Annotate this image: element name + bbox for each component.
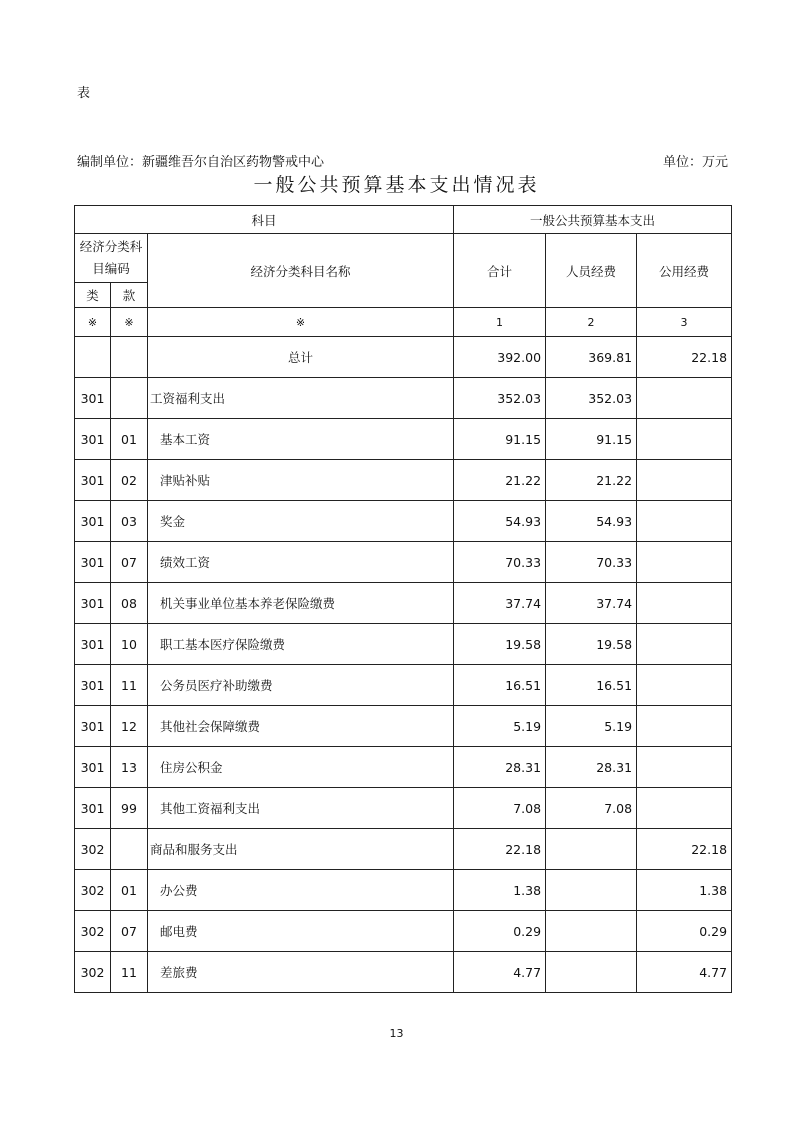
cell-lei: 301: [75, 665, 111, 706]
cell-personnel: 21.22: [546, 460, 637, 501]
cell-lei: 302: [75, 952, 111, 993]
header-subject: 科目: [75, 206, 454, 234]
cell-public: [637, 665, 732, 706]
cell-name: 其他社会保障缴费: [148, 706, 454, 747]
cell-name: 公务员医疗补助缴费: [148, 665, 454, 706]
header-row-4: [75, 308, 732, 337]
table-row: [75, 583, 732, 624]
table-row: [75, 788, 732, 829]
cell-lei: 302: [75, 870, 111, 911]
cell-public: 22.18: [637, 829, 732, 870]
cell-lei: 301: [75, 788, 111, 829]
cell-personnel: 369.81: [546, 337, 637, 378]
cell-kuan: 08: [111, 583, 148, 624]
cell-total: 1.38: [454, 870, 546, 911]
table-row: [75, 829, 732, 870]
table-row: [75, 870, 732, 911]
cell-public: [637, 624, 732, 665]
header-lei: 类: [75, 283, 111, 308]
col-index-1: 1: [454, 308, 546, 337]
cell-public: 0.29: [637, 911, 732, 952]
cell-public: [637, 460, 732, 501]
mark-name: ※: [148, 308, 454, 337]
table-row: [75, 911, 732, 952]
table-row: [75, 665, 732, 706]
cell-public: [637, 542, 732, 583]
cell-lei: 301: [75, 583, 111, 624]
cell-total: 37.74: [454, 583, 546, 624]
cell-kuan: 13: [111, 747, 148, 788]
cell-total: 5.19: [454, 706, 546, 747]
cell-personnel: [546, 870, 637, 911]
header-public: 公用经费: [637, 234, 732, 308]
cell-lei: 301: [75, 419, 111, 460]
col-index-3: 3: [637, 308, 732, 337]
cell-personnel: 352.03: [546, 378, 637, 419]
budget-table: [74, 205, 732, 993]
table-title: 一般公共预算基本支出情况表: [253, 174, 540, 196]
table-row: [75, 624, 732, 665]
header-name: 经济分类科目名称: [148, 234, 454, 308]
cell-total: 91.15: [454, 419, 546, 460]
cell-lei: 301: [75, 542, 111, 583]
cell-name: 邮电费: [148, 911, 454, 952]
cell-total: 0.29: [454, 911, 546, 952]
cell-kuan: 12: [111, 706, 148, 747]
cell-kuan: 11: [111, 952, 148, 993]
cell-name: 其他工资福利支出: [148, 788, 454, 829]
cell-name: 商品和服务支出: [148, 829, 454, 870]
cell-personnel: [546, 952, 637, 993]
cell-personnel: 37.74: [546, 583, 637, 624]
cell-public: [637, 419, 732, 460]
document-label: 表: [77, 86, 91, 101]
cell-public: [637, 583, 732, 624]
header-row-1: [75, 206, 732, 234]
table-row: [75, 460, 732, 501]
cell-lei: 302: [75, 829, 111, 870]
cell-kuan: 07: [111, 911, 148, 952]
header-budget: 一般公共预算基本支出: [454, 206, 732, 234]
cell-name: 办公费: [148, 870, 454, 911]
cell-name: 奖金: [148, 501, 454, 542]
cell-total: 352.03: [454, 378, 546, 419]
cell-personnel: 5.19: [546, 706, 637, 747]
cell-total: 4.77: [454, 952, 546, 993]
col-index-2: 2: [546, 308, 637, 337]
cell-name: 职工基本医疗保险缴费: [148, 624, 454, 665]
cell-kuan: 01: [111, 419, 148, 460]
header-row-2: [75, 234, 732, 283]
cell-public: [637, 788, 732, 829]
cell-lei: 301: [75, 460, 111, 501]
cell-personnel: 54.93: [546, 501, 637, 542]
cell-name: 工资福利支出: [148, 378, 454, 419]
header-personnel: 人员经费: [546, 234, 637, 308]
cell-name: 差旅费: [148, 952, 454, 993]
cell-kuan: 01: [111, 870, 148, 911]
cell-kuan: [111, 829, 148, 870]
cell-kuan: 10: [111, 624, 148, 665]
cell-kuan: 11: [111, 665, 148, 706]
cell-total: 28.31: [454, 747, 546, 788]
cell-total: 392.00: [454, 337, 546, 378]
header-kuan: 款: [111, 283, 148, 308]
cell-personnel: [546, 829, 637, 870]
page-number: 13: [389, 1027, 404, 1040]
cell-public: 1.38: [637, 870, 732, 911]
cell-kuan: 02: [111, 460, 148, 501]
cell-public: [637, 747, 732, 788]
table-row: [75, 337, 732, 378]
currency-unit: 单位：万元: [662, 155, 728, 170]
header-total: 合计: [454, 234, 546, 308]
cell-total: 22.18: [454, 829, 546, 870]
cell-lei: 301: [75, 706, 111, 747]
cell-total: 54.93: [454, 501, 546, 542]
cell-lei: 301: [75, 624, 111, 665]
table-row: [75, 542, 732, 583]
cell-personnel: 16.51: [546, 665, 637, 706]
table-row: [75, 378, 732, 419]
table-row: [75, 747, 732, 788]
cell-name: 基本工资: [148, 419, 454, 460]
cell-kuan: [111, 337, 148, 378]
table-row: [75, 419, 732, 460]
cell-personnel: 19.58: [546, 624, 637, 665]
cell-total: 7.08: [454, 788, 546, 829]
cell-kuan: 99: [111, 788, 148, 829]
cell-public: [637, 706, 732, 747]
cell-lei: 301: [75, 501, 111, 542]
cell-personnel: 7.08: [546, 788, 637, 829]
cell-personnel: 91.15: [546, 419, 637, 460]
cell-personnel: 28.31: [546, 747, 637, 788]
table-row: [75, 501, 732, 542]
table-row: [75, 706, 732, 747]
cell-kuan: 07: [111, 542, 148, 583]
cell-name: 绩效工资: [148, 542, 454, 583]
cell-public: 22.18: [637, 337, 732, 378]
cell-lei: 301: [75, 747, 111, 788]
cell-total: 70.33: [454, 542, 546, 583]
cell-name: 总计: [148, 337, 454, 378]
cell-total: 21.22: [454, 460, 546, 501]
cell-public: [637, 501, 732, 542]
cell-personnel: 70.33: [546, 542, 637, 583]
mark-lei: ※: [75, 308, 111, 337]
cell-total: 16.51: [454, 665, 546, 706]
table-row: [75, 952, 732, 993]
cell-lei: 301: [75, 378, 111, 419]
cell-name: 住房公积金: [148, 747, 454, 788]
cell-kuan: 03: [111, 501, 148, 542]
cell-personnel: [546, 911, 637, 952]
mark-kuan: ※: [111, 308, 148, 337]
cell-lei: 302: [75, 911, 111, 952]
cell-lei: [75, 337, 111, 378]
cell-public: 4.77: [637, 952, 732, 993]
cell-name: 机关事业单位基本养老保险缴费: [148, 583, 454, 624]
cell-kuan: [111, 378, 148, 419]
cell-total: 19.58: [454, 624, 546, 665]
cell-name: 津贴补贴: [148, 460, 454, 501]
compiling-unit: 编制单位：新疆维吾尔自治区药物警戒中心: [77, 155, 325, 170]
cell-public: [637, 378, 732, 419]
header-code-group: 经济分类科目编码: [75, 234, 148, 283]
